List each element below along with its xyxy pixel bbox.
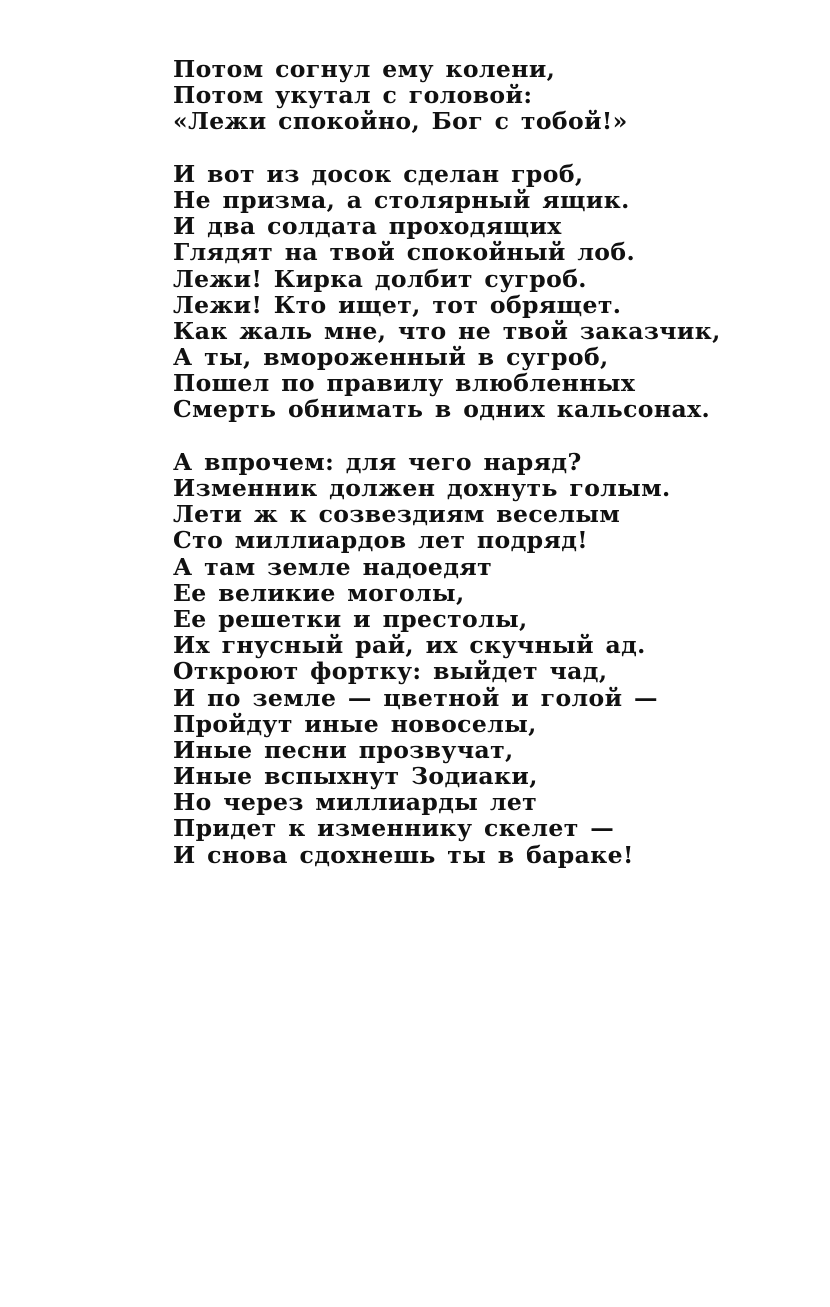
poem-line: Придет к изменнику скелет —	[173, 814, 615, 843]
poem-line: Откроют фортку: выйдет чад,	[173, 657, 608, 686]
poem-line: Лети ж к созвездиям веселым	[173, 500, 621, 529]
poem-text	[173, 56, 793, 894]
poem-line: Как жаль мне, что не твой заказчик,	[173, 316, 721, 345]
poem-line: Глядят на твой спокойный лоб.	[173, 238, 636, 267]
poem-line: Пошел по правилу влюбленных	[173, 369, 636, 398]
poem-line: Не призма, а столярный ящик.	[173, 185, 630, 214]
poem-line: И снова сдохнешь ты в бараке!	[173, 840, 634, 869]
poem-line: И два солдата проходящих	[173, 212, 562, 241]
stanza-1	[173, 56, 793, 135]
poem-line: Изменник должен дохнуть голым.	[173, 474, 671, 502]
poem-line: Иные песни прозвучат,	[173, 735, 514, 764]
poem-line: Потом укутал с головой:	[173, 81, 533, 110]
poem-line: А там земле надоедят	[173, 552, 493, 581]
poem-line: И по земле — цветной и голой —	[173, 683, 658, 712]
stanza-3	[173, 449, 793, 868]
poem-line: Ее решетки и престолы,	[173, 604, 528, 633]
poem-line: А впрочем: для чего наряд?	[173, 447, 582, 476]
poem-line: «Лежи спокойно, Бог с тобой!»	[173, 107, 628, 136]
poem-line: Сто миллиардов лет подряд!	[173, 526, 589, 555]
poem-line: Потом согнул ему колени,	[173, 55, 556, 83]
poem-line: И вот из досок сделан гроб,	[173, 159, 584, 188]
poem-line: Смерть обнимать в одних кальсонах.	[173, 395, 711, 424]
stanza-2	[173, 161, 793, 423]
poem-line: Пройдут иные новоселы,	[173, 709, 537, 738]
poem-line: Лежи! Кирка долбит сугроб.	[173, 264, 587, 293]
poem-line: Но через миллиарды лет	[173, 788, 538, 817]
poem-line: Их гнусный рай, их скучный ад.	[173, 631, 646, 660]
poem-line: Лежи! Кто ищет, тот обрящет.	[173, 290, 622, 319]
poem-line: А ты, вмороженный в сугроб,	[173, 343, 609, 372]
poem-line: Иные вспыхнут Зодиаки,	[173, 762, 538, 791]
poem-line: Ее великие моголы,	[173, 578, 465, 607]
